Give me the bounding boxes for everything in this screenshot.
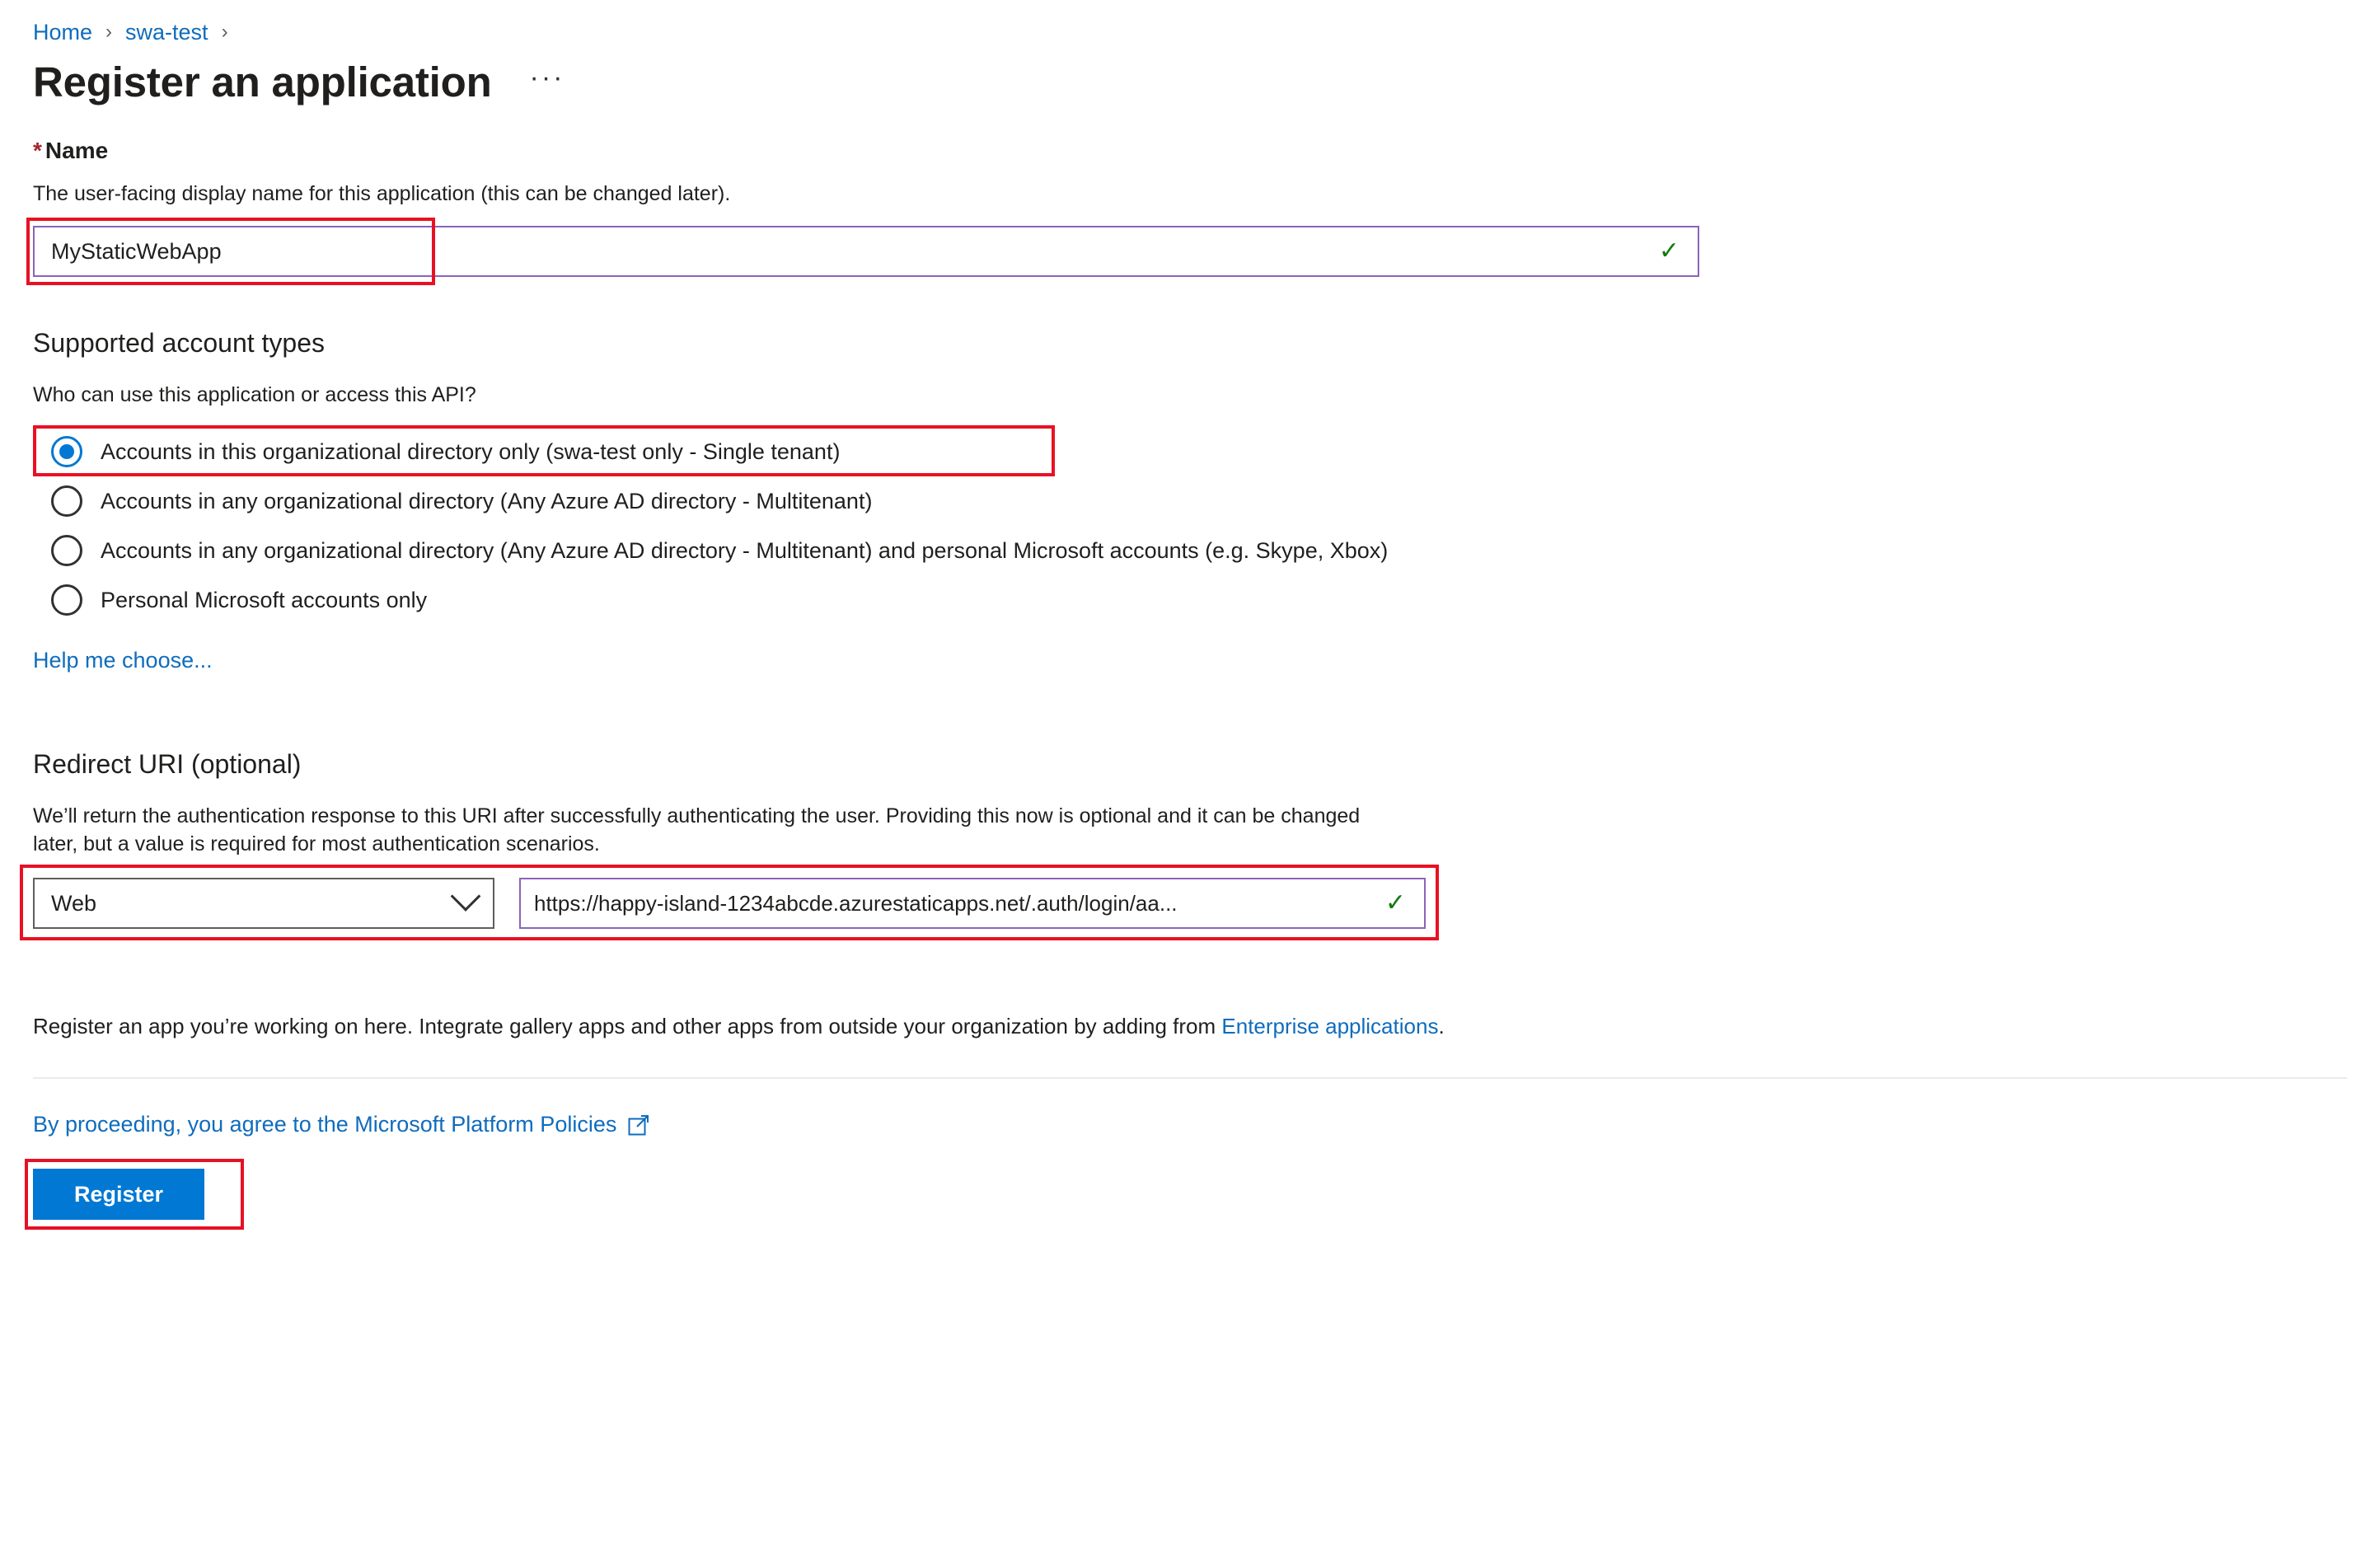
breadcrumb-separator-icon: ›: [105, 21, 113, 43]
register-app-note-suffix: .: [1438, 1014, 1445, 1038]
name-field-label: [33, 137, 2347, 165]
redirect-uri-input-box[interactable]: [519, 878, 1426, 929]
required-marker: *: [33, 138, 42, 163]
page-title: Register an application: [33, 59, 492, 105]
name-valid-icon: ✓: [1658, 237, 1680, 265]
help-me-choose-row: [33, 648, 2347, 673]
name-input-wrapper: [33, 226, 1699, 277]
radio-label-multitenant-personal[interactable]: Accounts in any organizational directory (Any Azure AD directory - Multitenant) and personal Microsoft accounts (e.g. Skype, Xbox): [101, 538, 1389, 563]
register-app-note: [33, 1011, 1928, 1041]
register-button[interactable]: Register: [33, 1169, 204, 1220]
platform-select-value: Web: [51, 890, 97, 916]
breadcrumb-separator-icon-2: ›: [221, 21, 228, 43]
platform-policies-link[interactable]: By proceeding, you agree to the Microsoft Platform Policies: [33, 1112, 617, 1137]
radio-row-multitenant[interactable]: [33, 476, 2347, 526]
register-app-note-prefix: Register an app you’re working on here. Integrate gallery apps and other apps from outside your organization by adding from: [33, 1014, 1222, 1038]
external-link-icon[interactable]: [628, 1114, 649, 1136]
name-helper-text: The user-facing display name for this application (this can be changed later).: [33, 182, 731, 205]
redirect-uri-input-wrapper: [519, 878, 1426, 929]
radio-label-personal-only[interactable]: Personal Microsoft accounts only: [101, 588, 428, 612]
chevron-down-icon: [451, 881, 481, 912]
radio-icon-single-tenant[interactable]: [51, 436, 82, 467]
radio-row-single-tenant[interactable]: [33, 427, 2347, 476]
platform-select-wrapper: [33, 878, 494, 929]
name-input-box[interactable]: [33, 226, 1699, 277]
account-types-radio-group: [33, 427, 2347, 625]
policy-row: [33, 1112, 2347, 1137]
redirect-uri-input[interactable]: [521, 879, 1385, 927]
radio-icon-multitenant-personal[interactable]: [51, 535, 82, 566]
name-label-text: Name: [45, 138, 109, 163]
breadcrumb-item-swa-test[interactable]: swa-test: [125, 20, 208, 45]
enterprise-applications-link[interactable]: Enterprise applications: [1221, 1014, 1439, 1038]
radio-icon-multitenant[interactable]: [51, 485, 82, 517]
name-input[interactable]: [35, 227, 1659, 275]
supported-account-types-heading: Supported account types: [33, 328, 326, 358]
supported-account-types-question: Who can use this application or access this API?: [33, 383, 476, 406]
redirect-uri-valid-icon: ✓: [1384, 889, 1406, 916]
radio-row-personal-only[interactable]: [33, 575, 2347, 625]
platform-select[interactable]: [33, 878, 494, 929]
breadcrumb-item-home[interactable]: Home: [33, 20, 93, 45]
radio-row-multitenant-personal[interactable]: [33, 526, 2347, 575]
more-options-icon[interactable]: ···: [529, 62, 565, 93]
radio-label-multitenant[interactable]: Accounts in any organizational directory (Any Azure AD directory - Multitenant): [101, 489, 873, 513]
radio-dot-icon: [59, 444, 74, 459]
redirect-uri-description: We’ll return the authentication response to this URI after successfully authenticating the user. Providing this now is optional and it can be changed later, but a value is required for most authentication scenarios.: [33, 804, 1361, 856]
register-button-wrapper: [33, 1169, 204, 1220]
redirect-uri-heading: Redirect URI (optional): [33, 749, 302, 779]
help-me-choose-link[interactable]: Help me choose...: [33, 648, 213, 673]
breadcrumb: [33, 18, 2347, 46]
redirect-uri-row: [33, 876, 2347, 931]
title-row: [33, 58, 2347, 107]
radio-label-single-tenant[interactable]: Accounts in this organizational directory only (swa-test only - Single tenant): [101, 439, 841, 464]
radio-icon-personal-only[interactable]: [51, 584, 82, 616]
footer-divider: [33, 1077, 2347, 1079]
